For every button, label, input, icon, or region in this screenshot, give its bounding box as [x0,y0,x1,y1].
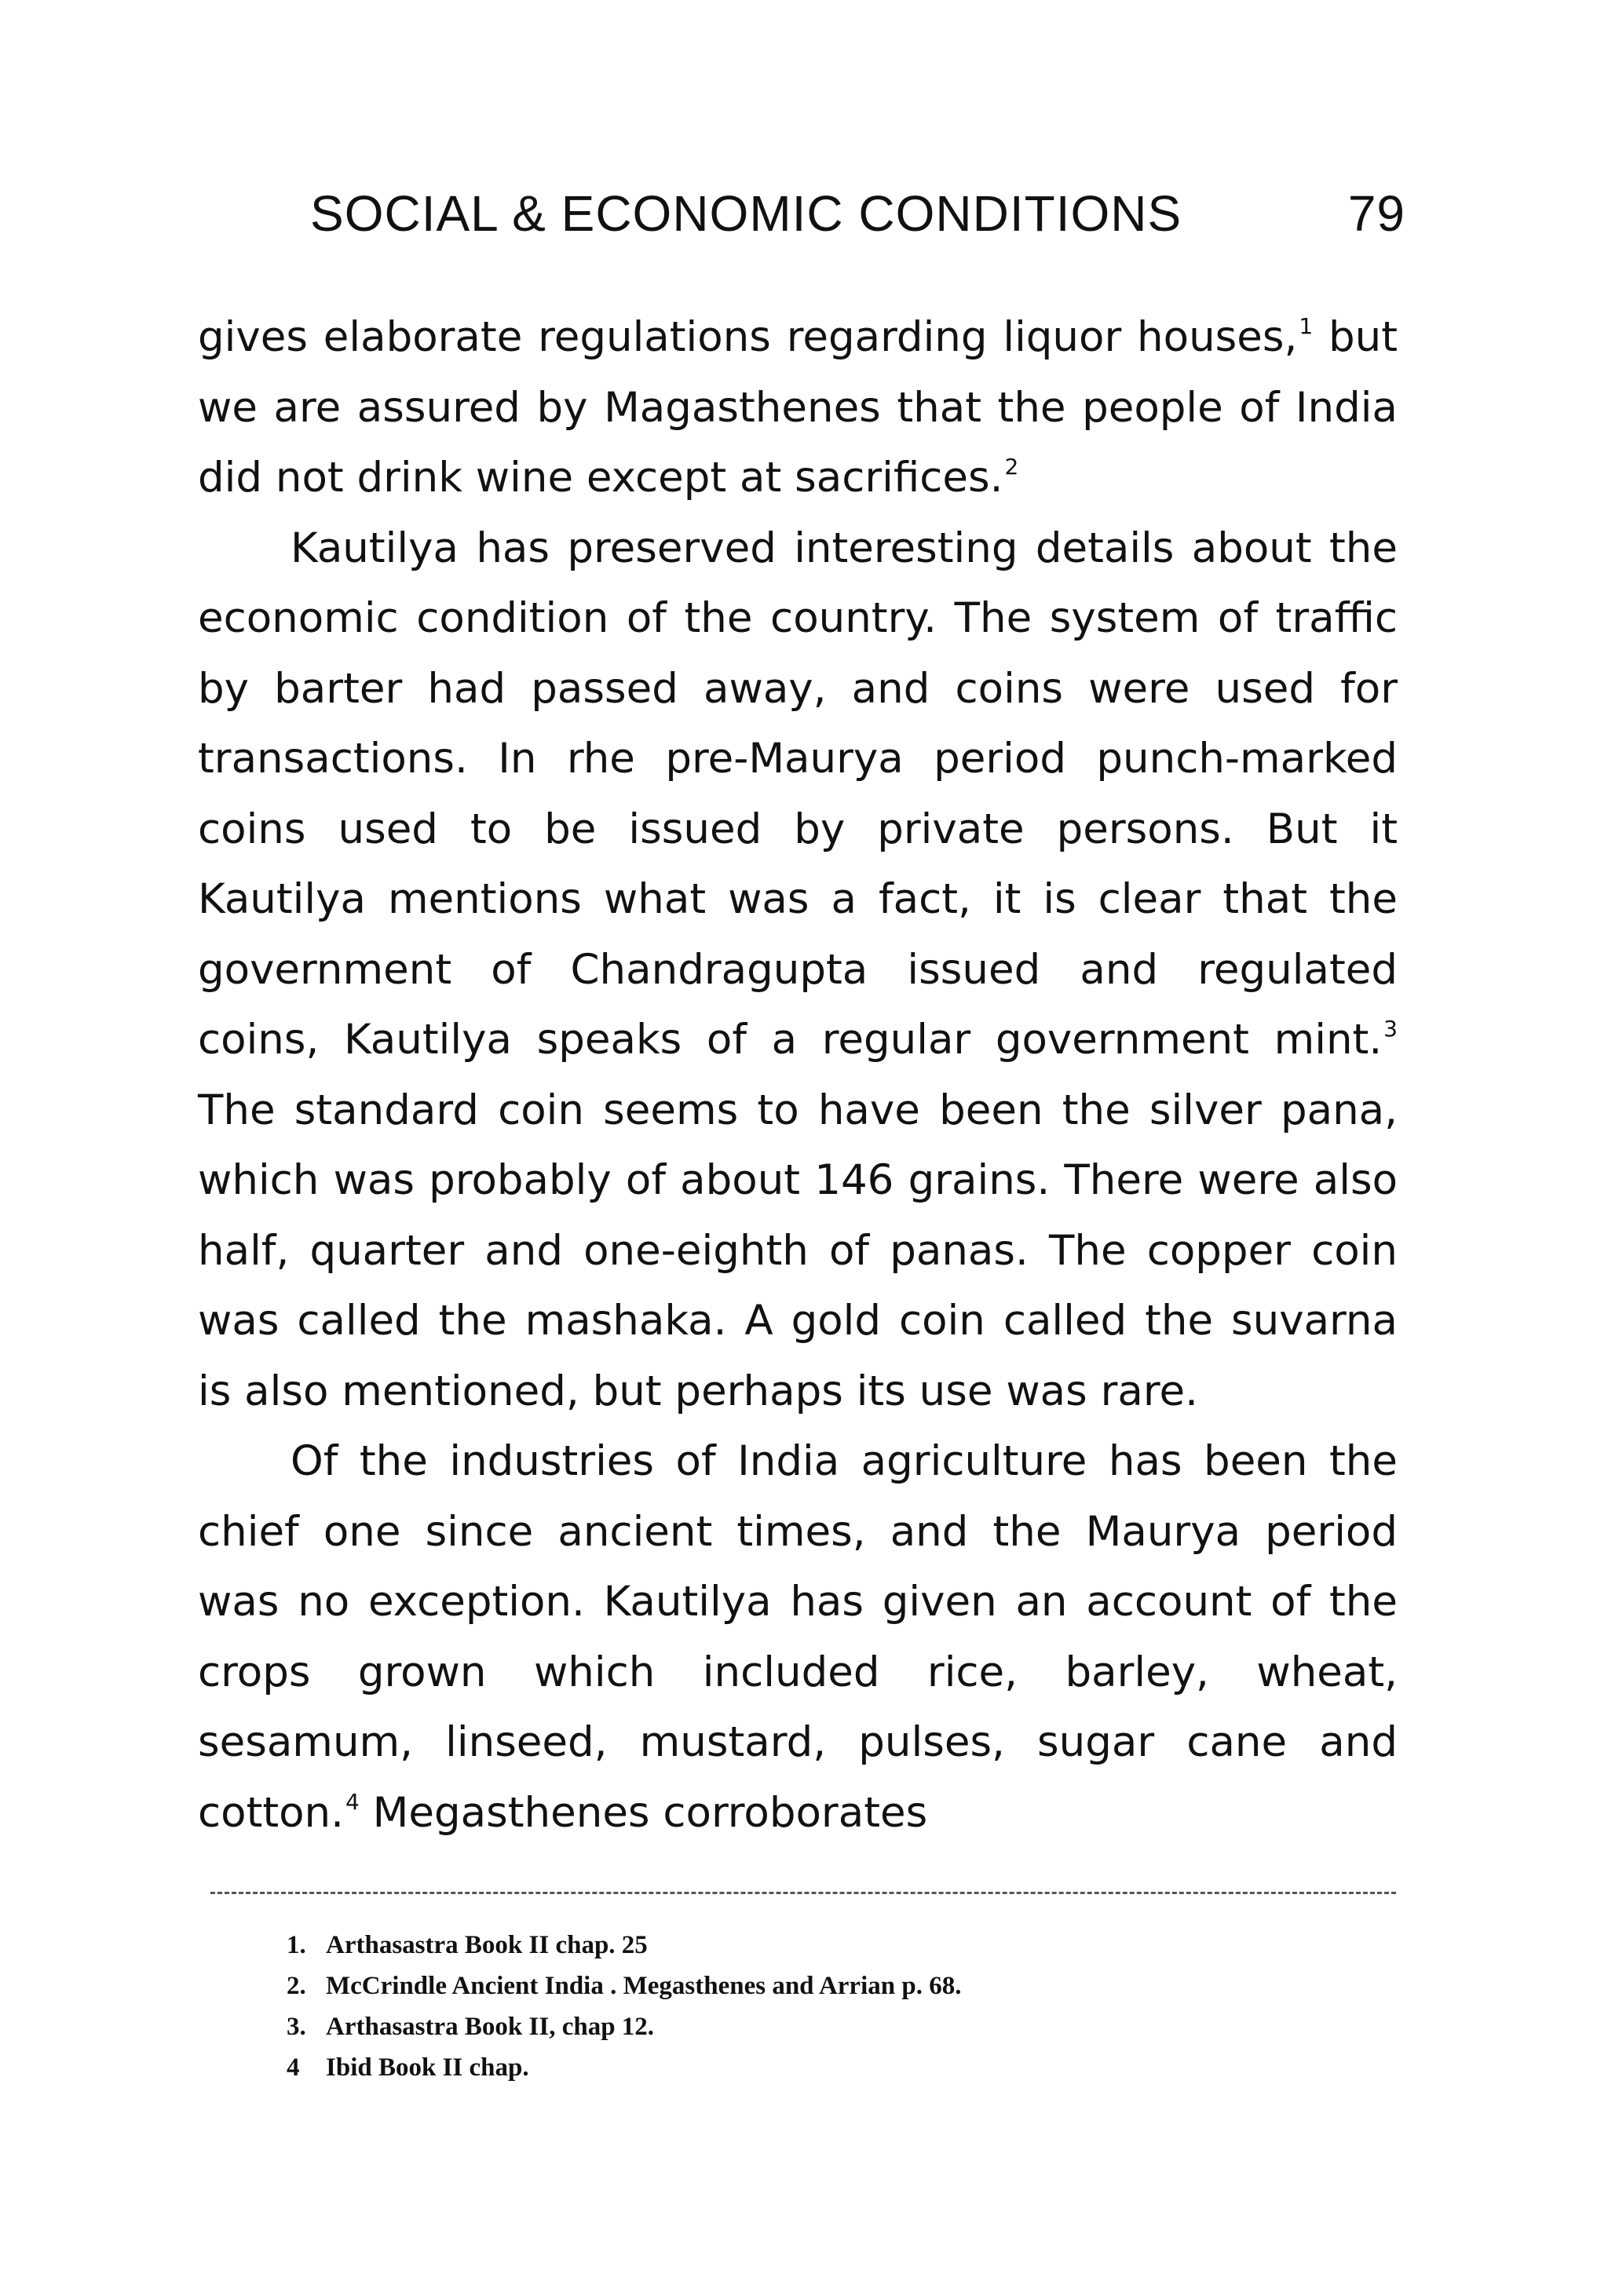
footnote-text: Arthasastra Book II chap. 25 [326,1931,648,1959]
footnote-number: 4 [287,2053,300,2082]
text-run: but we are assured by Magasthenes that the people of India did not drink wine except at sacrifices. [198,313,1398,502]
footnote-number: 3. [287,2013,306,2041]
text-run: Of the industries of India agriculture has been the chief one since ancient times, and the Maurya period was no exception. Kautilya has given an account of the crops grown which included rice, barley, wheat, sesamum, linseed, mustard, pulses, sugar cane and cotton. [198,1437,1398,1837]
text-run: The standard coin seems to have been the silver pana, which was probably of about 146 grains. There were also half, quarter and one-eighth of panas. The copper coin was called the mashaka. A gold coin called the suvarna is also mentioned, but perhaps its use was rare. [198,1086,1398,1415]
footnote [287,2006,1386,2047]
footnote [287,2047,1386,2088]
page-number: 79 [1347,185,1405,242]
footnote-text: Arthasastra Book II, chap 12. [326,2013,655,2041]
body-text [198,302,1398,1848]
footnotes [287,1925,1386,2088]
paragraph [198,302,1398,513]
footnote [287,1925,1386,1966]
text-run: gives elaborate regulations regarding liquor houses, [198,313,1298,361]
footnote [287,1966,1386,2006]
footnote-number: 2. [287,1972,306,2000]
footnote-text: McCrindle Ancient India . Megasthenes and Arrian p. 68. [326,1972,962,2000]
text-run: Kautilya has preserved interesting details about the economic condition of the country. The system of traffic by barter had passed away, and coins were used for transactions. In rhe pre-Maurya period punch-marked coins used to be issued by private persons. But it Kautilya mentions what was a fact, it is clear that the government of Chandragupta issued and regulated coins, Kautilya speaks of a regular government mint. [198,524,1398,1064]
running-head [310,182,1405,245]
footnote-separator [210,1892,1396,1894]
paragraph [198,1426,1398,1848]
footnote-ref: 2 [1004,454,1019,480]
footnote-ref: 3 [1383,1016,1398,1042]
footnote-text: Ibid Book II chap. [326,2053,529,2082]
paragraph [198,513,1398,1427]
footnote-number: 1. [287,1931,306,1959]
text-run: Megasthenes corroborates [359,1788,928,1837]
running-head-title: SOCIAL & ECONOMIC CONDITIONS [310,185,1182,242]
footnote-ref: 1 [1299,313,1314,339]
footnote-ref: 4 [345,1788,360,1815]
